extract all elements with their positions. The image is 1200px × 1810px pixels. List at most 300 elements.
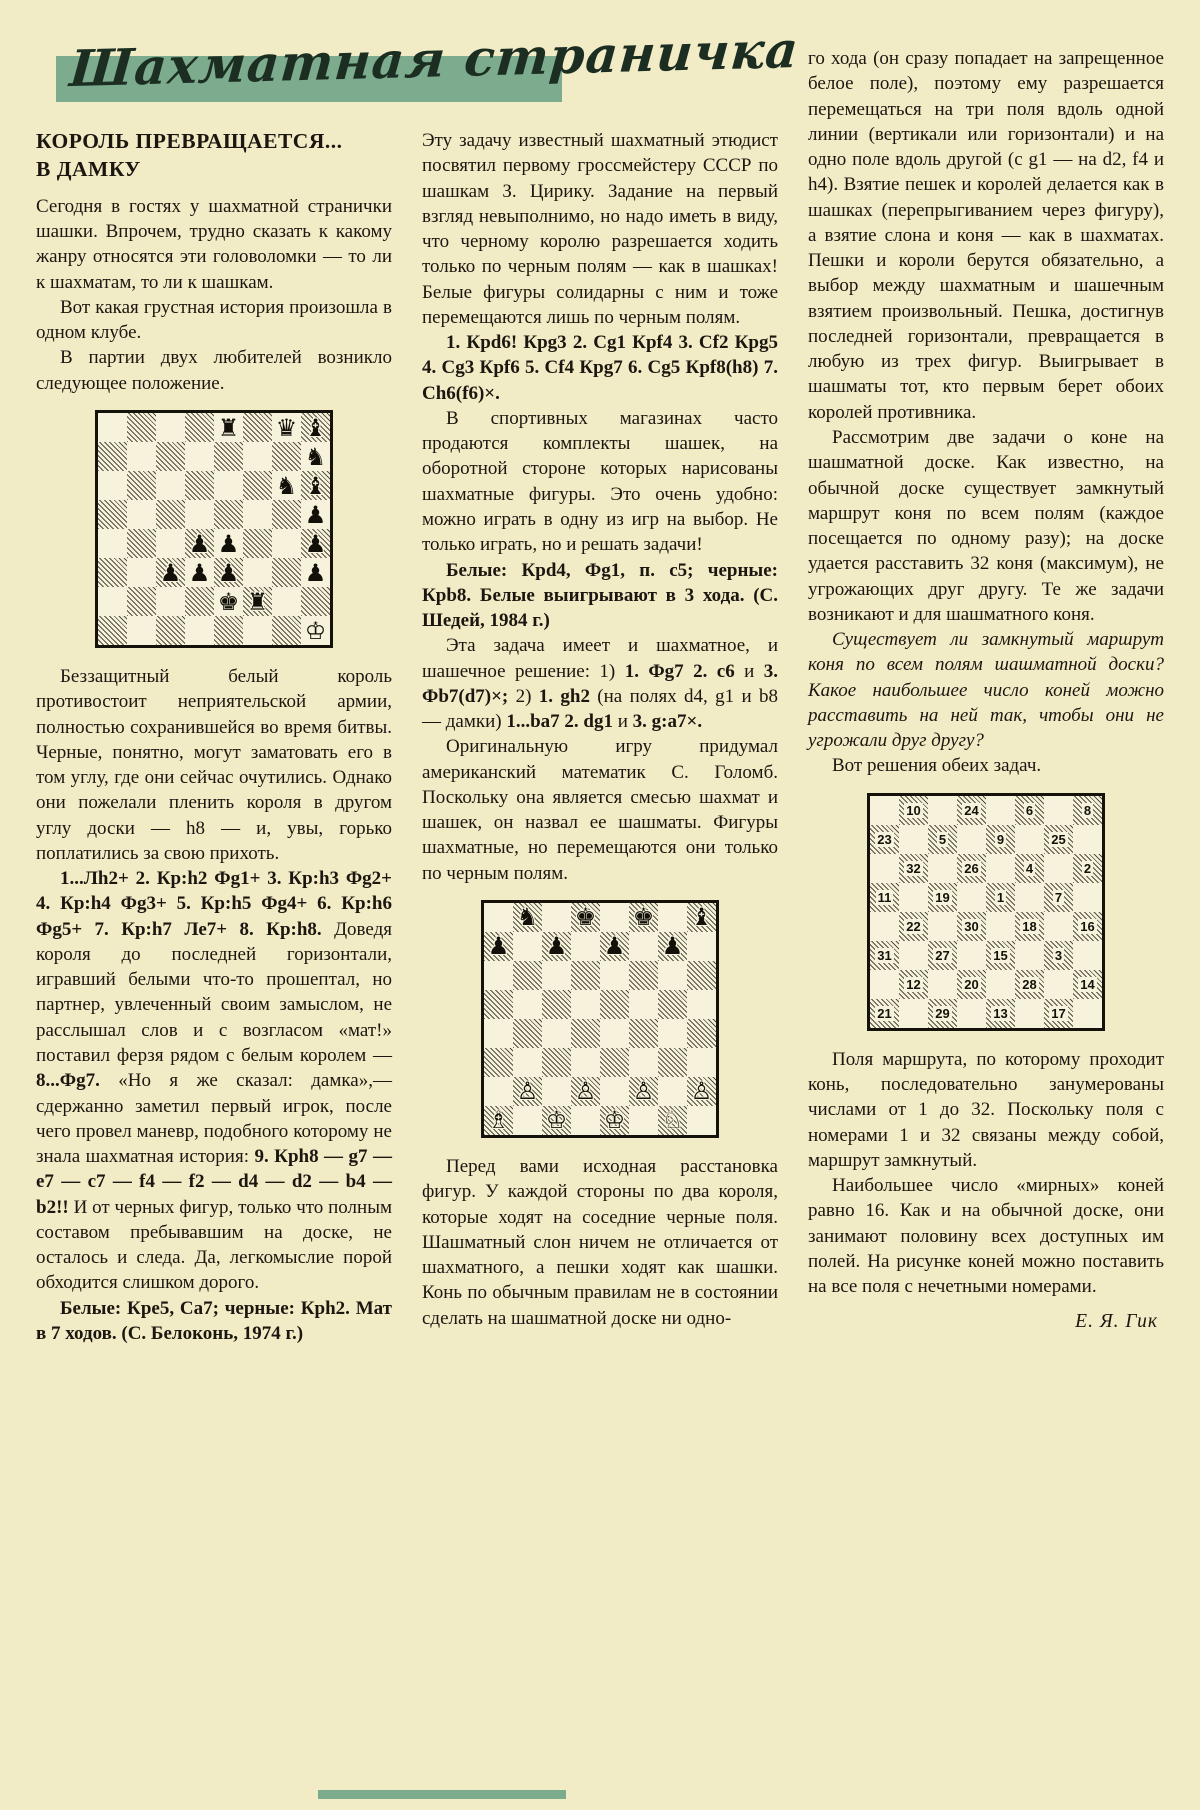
black-bishop-piece: ♝ — [304, 413, 327, 442]
text-run: 8...Фg7. — [36, 1070, 100, 1092]
board-cell — [957, 796, 986, 825]
board-cell — [272, 587, 301, 616]
white-pawn-piece: ♙ — [574, 1077, 597, 1106]
board-cell — [1073, 970, 1102, 999]
board-cell — [156, 500, 185, 529]
black-knight-piece: ♞ — [516, 903, 539, 932]
board-cell — [542, 961, 571, 990]
white-pawn-piece: ♙ — [516, 1077, 539, 1106]
board-cell — [600, 990, 629, 1019]
board-cell — [928, 970, 957, 999]
board-cell — [156, 413, 185, 442]
text-run: «Но я же сказал: дамка»,— сдержанно заметил первый игрок, после чего провел маневр, подобного которому не знала шахматная история: — [36, 1070, 392, 1168]
board-cell — [870, 912, 899, 941]
text-run: Эту задачу известный шахматный этюдист посвятил первому гроссмейстеру СССР по шашкам З. Цирику. Задание на первый взгляд невыполнимо, но надо иметь в виду, что черному королю разрешается ходить только по черным полям — как в шашках! Белые фигуры солидарны с ним и тоже перемещаются лишь по черным полям. — [422, 130, 778, 328]
text-run: Доведя короля до последней горизонтали, игравший белыми что-то прошептал, но партнер, увлеченный своим замыслом, не расслышал слов и с возгласом «мат!» поставил ферзя рядом с белым королем — — [36, 918, 392, 1066]
board-cell — [629, 1106, 658, 1135]
black-rook-piece: ♜ — [246, 587, 269, 616]
board-cell — [127, 529, 156, 558]
column-3 — [808, 46, 1164, 1346]
board-cell — [899, 825, 928, 854]
text-run: 1. gh2 — [538, 685, 590, 707]
text-run: Оригинальную игру придумал американский математик С. Голомб. Поскольку она является смесью шахмат и шашек, он назвал ее шашматы. Фигуры шахматные, но перемещаются они только по черным полям. — [422, 736, 778, 884]
board-cell — [484, 990, 513, 1019]
board-cell — [658, 961, 687, 990]
board-cell — [272, 529, 301, 558]
board-cell — [127, 471, 156, 500]
board-cell — [1015, 796, 1044, 825]
text-run: И от черных фигур, только что полным составом пребывавшим на доске, не осталось и следа. Да, легкомыслие порой обходится слишком дорого. — [36, 1196, 392, 1294]
title-line: КОРОЛЬ ПРЕВРАЩАЕТСЯ... — [36, 129, 343, 153]
board-cell — [629, 1019, 658, 1048]
white-bishop-piece: ♗ — [487, 1106, 510, 1135]
black-pawn-piece: ♟ — [304, 500, 327, 529]
tour-number: 30 — [964, 918, 979, 934]
board-cell — [928, 825, 957, 854]
text-run: 2) — [508, 685, 539, 707]
board-cell — [98, 471, 127, 500]
board-cell — [272, 471, 301, 500]
tour-number: 1 — [996, 889, 1005, 905]
board-cell — [484, 1019, 513, 1048]
board-cell — [185, 471, 214, 500]
board-cell — [629, 1077, 658, 1106]
text-run: Вот решения обеих задач. — [832, 755, 1042, 777]
board-cell — [301, 442, 330, 471]
board-cell — [1073, 999, 1102, 1028]
diagram-shashmaty-start — [481, 900, 719, 1138]
tour-number: 29 — [935, 1005, 950, 1021]
board-cell — [1015, 999, 1044, 1028]
paragraph — [808, 1173, 1164, 1299]
black-king-piece: ♚ — [217, 587, 240, 616]
text-run: 1...Лh2+ 2. Кр:h2 Фg1+ 3. Кр:h3 Фg2+ 4. Кр:h4 Фg3+ 5. Кр:h5 Фg4+ 6. Кр:h6 Фg5+ 7. Кр:h7 Ле7+ 8. Кр:h8. — [36, 868, 392, 940]
white-pawn-piece: ♙ — [690, 1077, 713, 1106]
board-cell — [1044, 825, 1073, 854]
board-cell — [600, 1077, 629, 1106]
board-cell — [542, 990, 571, 1019]
board-cell — [1044, 941, 1073, 970]
tour-number: 11 — [877, 889, 892, 905]
tour-number: 15 — [993, 947, 1008, 963]
board-cell — [214, 587, 243, 616]
board-cell — [1015, 825, 1044, 854]
board-cell — [600, 1048, 629, 1077]
board-cell — [600, 1106, 629, 1135]
board-cell — [1073, 825, 1102, 854]
tour-number: 10 — [906, 802, 921, 818]
board-cell — [1044, 999, 1073, 1028]
board-cell — [957, 912, 986, 941]
board-cell — [513, 1077, 542, 1106]
paragraph — [36, 866, 392, 1296]
text-run: 1...ba7 2. dg1 — [506, 711, 613, 733]
board-cell — [542, 1106, 571, 1135]
board-cell — [658, 1048, 687, 1077]
white-knight-piece: ♘ — [661, 1106, 684, 1135]
text-run: (на полях d4, g1 и b8 — дамки) — [422, 685, 778, 733]
board-cell — [214, 471, 243, 500]
text-run: Существует ли замкнутый маршрут коня по всем полям шашматной доски? Какое наибольшее число коней можно расставить на ней так, чтобы они не угрожали друг другу? — [808, 629, 1164, 752]
board-cell — [957, 970, 986, 999]
board-cell — [185, 500, 214, 529]
board-cell — [301, 616, 330, 645]
board-cell — [600, 961, 629, 990]
column-2 — [422, 46, 778, 1346]
board-cell — [98, 529, 127, 558]
board-cell — [272, 413, 301, 442]
board-cell — [301, 558, 330, 587]
board-cell — [156, 529, 185, 558]
board-cell — [127, 616, 156, 645]
board-cell — [629, 903, 658, 932]
text-run: 3. g:a7×. — [632, 711, 703, 733]
board-cell — [484, 1077, 513, 1106]
board-cell — [629, 961, 658, 990]
paragraph — [808, 627, 1164, 753]
board-cell — [513, 961, 542, 990]
chess-board — [95, 410, 333, 648]
text-run: 1. Крd6! Крg3 2. Сg1 Крf4 3. Сf2 Крg5 4. Сg3 Крf6 5. Сf4 Крg7 6. Сg5 Крf8(h8) 7. Сh6(f6)×. — [422, 332, 778, 404]
board-cell — [214, 529, 243, 558]
board-cell — [98, 587, 127, 616]
text-run: и — [734, 660, 764, 682]
board-cell — [127, 500, 156, 529]
board-cell — [687, 932, 716, 961]
board-cell — [243, 587, 272, 616]
board-cell — [484, 1106, 513, 1135]
board-cell — [687, 990, 716, 1019]
board-cell — [98, 413, 127, 442]
board-cell — [243, 442, 272, 471]
paragraph — [808, 753, 1164, 778]
page-header-script: Шахматная страничка — [67, 19, 802, 99]
article-title — [36, 128, 392, 184]
board-cell — [243, 471, 272, 500]
board-cell — [185, 616, 214, 645]
paragraph — [422, 406, 778, 558]
board-cell — [301, 587, 330, 616]
board-cell — [629, 932, 658, 961]
paragraph — [422, 128, 778, 330]
board-cell — [1015, 941, 1044, 970]
board-cell — [243, 558, 272, 587]
paragraph — [422, 330, 778, 406]
paragraph — [36, 194, 392, 295]
board-cell — [870, 970, 899, 999]
board-cell — [127, 442, 156, 471]
board-cell — [571, 1048, 600, 1077]
black-pawn-piece: ♟ — [304, 558, 327, 587]
board-cell — [513, 990, 542, 1019]
board-cell — [484, 1048, 513, 1077]
board-cell — [571, 1106, 600, 1135]
board-cell — [272, 442, 301, 471]
board-cell — [658, 1019, 687, 1048]
board-cell — [214, 558, 243, 587]
paragraph — [36, 664, 392, 866]
black-pawn-piece: ♟ — [188, 529, 211, 558]
tour-number: 8 — [1083, 802, 1092, 818]
board-cell — [185, 442, 214, 471]
black-pawn-piece: ♟ — [487, 932, 510, 961]
paragraph — [808, 46, 1164, 425]
text-run: В партии двух любителей возникло следующее положение. — [36, 347, 392, 394]
paragraph — [36, 1296, 392, 1347]
board-cell — [928, 854, 957, 883]
column-1 — [36, 46, 392, 1346]
board-cell — [629, 1048, 658, 1077]
board-cell — [870, 825, 899, 854]
board-cell — [1044, 854, 1073, 883]
board-cell — [301, 471, 330, 500]
tour-number: 25 — [1051, 831, 1066, 847]
board-cell — [870, 941, 899, 970]
black-bishop-piece: ♝ — [690, 903, 713, 932]
board-cell — [1044, 912, 1073, 941]
tour-number: 19 — [935, 889, 950, 905]
board-cell — [571, 1019, 600, 1048]
text-run: Поля маршрута, по которому проходит конь, последовательно занумерованы числами от 1 до 32. Поскольку поля с номерами 1 и 32 связаны между собой, маршрут замкнутый. — [808, 1048, 1164, 1171]
board-cell — [986, 825, 1015, 854]
white-king-piece: ♔ — [304, 616, 327, 645]
board-cell — [571, 961, 600, 990]
board-cell — [542, 1048, 571, 1077]
board-cell — [986, 883, 1015, 912]
black-rook-piece: ♜ — [217, 413, 240, 442]
tour-number: 31 — [877, 947, 892, 963]
tour-number: 23 — [877, 831, 892, 847]
board-cell — [127, 558, 156, 587]
board-cell — [658, 903, 687, 932]
tour-number: 28 — [1022, 976, 1037, 992]
board-cell — [571, 903, 600, 932]
board-cell — [156, 471, 185, 500]
board-cell — [542, 1019, 571, 1048]
board-cell — [687, 961, 716, 990]
board-cell — [301, 500, 330, 529]
board-cell — [687, 903, 716, 932]
diagram-knight-tour — [867, 793, 1105, 1031]
board-cell — [1044, 883, 1073, 912]
black-pawn-piece: ♟ — [217, 529, 240, 558]
board-cell — [243, 529, 272, 558]
board-cell — [687, 1077, 716, 1106]
black-pawn-piece: ♟ — [217, 558, 240, 587]
board-cell — [928, 883, 957, 912]
tour-number: 4 — [1025, 860, 1034, 876]
paragraph — [422, 734, 778, 886]
board-cell — [957, 854, 986, 883]
board-cell — [928, 941, 957, 970]
board-cell — [928, 999, 957, 1028]
board-cell — [127, 587, 156, 616]
board-cell — [513, 932, 542, 961]
black-pawn-piece: ♟ — [159, 558, 182, 587]
text-run: 3. Фb7(d7)×; — [422, 660, 778, 707]
board-cell — [243, 500, 272, 529]
board-cell — [98, 442, 127, 471]
paragraph — [808, 425, 1164, 627]
board-cell — [899, 941, 928, 970]
tour-number: 2 — [1083, 860, 1092, 876]
text-run: Беззащитный белый король противостоит неприятельской армии, полностью сохранившейся во время битвы. Черные, понятно, могут заматовать его в том углу, где они сейчас очутились. Однако они пожелали пленить короля в другом углу доски — h8 — и, увы, горько поплатились за свою прихоть. — [36, 666, 392, 864]
board-cell — [98, 616, 127, 645]
board-cell — [214, 413, 243, 442]
text-run: Наибольшее число «мирных» коней равно 16. Как и на обычной доске, они занимают половину всех доступных им полей. На рисунке коней можно поставить на все поля с нечетными номерами. — [808, 1175, 1164, 1298]
board-cell — [928, 912, 957, 941]
board-cell — [214, 442, 243, 471]
board-cell — [156, 442, 185, 471]
board-cell — [928, 796, 957, 825]
board-cell — [986, 912, 1015, 941]
tour-number: 18 — [1022, 918, 1037, 934]
black-pawn-piece: ♟ — [603, 932, 626, 961]
tour-number: 3 — [1054, 947, 1063, 963]
black-bishop-piece: ♝ — [304, 471, 327, 500]
board-cell — [185, 558, 214, 587]
text-run: и — [613, 711, 633, 733]
board-cell — [1044, 796, 1073, 825]
tour-number: 32 — [906, 860, 921, 876]
text-run: Рассмотрим две задачи о коне на шашматной доске. Как известно, на обычной доске существует замкнутый маршрут коня по всем полям (каждое посещается по одному разу); на доске удается расставить 32 коня (максимум), не угрожающих друг другу. Те же задачи возникают и для шашматного коня. — [808, 426, 1164, 625]
text-run: Сегодня в гостях у шахматной странички шашки. Впрочем, трудно сказать к какому жанру относятся эти головоломки — то ли к шахматам, то ли к шашкам. — [36, 195, 392, 293]
board-cell — [513, 1106, 542, 1135]
board-cell — [957, 825, 986, 854]
board-cell — [484, 903, 513, 932]
board-cell — [986, 999, 1015, 1028]
paragraph — [422, 1154, 778, 1331]
board-cell — [600, 903, 629, 932]
board-cell — [571, 932, 600, 961]
board-cell — [899, 970, 928, 999]
board-cell — [870, 999, 899, 1028]
board-cell — [272, 500, 301, 529]
board-cell — [185, 529, 214, 558]
board-cell — [1073, 941, 1102, 970]
board-cell — [243, 413, 272, 442]
paragraph — [808, 1047, 1164, 1173]
board-cell — [629, 990, 658, 1019]
board-cell — [301, 413, 330, 442]
paragraph — [36, 295, 392, 346]
white-pawn-piece: ♙ — [632, 1077, 655, 1106]
tour-number: 7 — [1054, 889, 1063, 905]
tour-number: 12 — [906, 976, 921, 992]
board-cell — [185, 413, 214, 442]
board-cell — [1073, 854, 1102, 883]
board-cell — [658, 990, 687, 1019]
tour-number: 9 — [996, 831, 1005, 847]
black-king-piece: ♚ — [632, 903, 655, 932]
text-run: Белые: Кре5, Са7; черные: Крh2. Мат в 7 ходов. (С. Белоконь, 1974 г.) — [36, 1297, 392, 1344]
black-pawn-piece: ♟ — [661, 932, 684, 961]
white-king-piece: ♔ — [545, 1106, 568, 1135]
board-cell — [1015, 883, 1044, 912]
board-cell — [957, 883, 986, 912]
board-cell — [687, 1106, 716, 1135]
board-cell — [687, 1048, 716, 1077]
board-cell — [957, 941, 986, 970]
board-cell — [870, 883, 899, 912]
board-cell — [986, 796, 1015, 825]
footer-rule — [318, 1790, 566, 1799]
board-cell — [986, 941, 1015, 970]
board-cell — [214, 616, 243, 645]
tour-number: 27 — [935, 947, 950, 963]
board-cell — [156, 616, 185, 645]
tour-number: 26 — [964, 860, 979, 876]
board-cell — [899, 999, 928, 1028]
diagram-game-position — [95, 410, 333, 648]
tour-number: 16 — [1080, 918, 1095, 934]
tour-number: 22 — [906, 918, 921, 934]
board-cell — [542, 932, 571, 961]
text-run: Эта задача имеет и шахматное, и шашечное решение: 1) — [422, 635, 778, 682]
board-cell — [272, 558, 301, 587]
board-cell — [98, 500, 127, 529]
white-king-piece: ♔ — [603, 1106, 626, 1135]
tour-number: 21 — [877, 1005, 892, 1021]
text-run: Вот какая грустная история произошла в одном клубе. — [36, 296, 392, 344]
text-run: го хода (он сразу попадает на запрещенное белое поле), поэтому ему разрешается перемещаться на три поля вдоль одной линии (вертикали или горизонтали) и на одно поле вдоль другой (с g1 — на d2, f4 и h4). Взятие пешек и королей делается как в шашках (перепрыгиванием через фигуру), а взятие слона и коня — как в шахматах. Пешки и короли берутся обязательно, а выбор между шахматным и шашечным взятием произвольный. Пешка, достигнув последней горизонтали, превращается в любую из трех фигур. Выигрывает в шашматы тот, кто первым берет обоих королей противника. — [808, 48, 1164, 423]
board-cell — [658, 932, 687, 961]
board-cell — [899, 854, 928, 883]
board-cell — [156, 587, 185, 616]
black-pawn-piece: ♟ — [545, 932, 568, 961]
text-run: 1. Фg7 2. c6 — [624, 660, 735, 682]
board-cell — [185, 587, 214, 616]
title-line: В ДАМКУ — [36, 156, 141, 181]
board-cell — [600, 932, 629, 961]
tour-number: 5 — [938, 831, 947, 847]
board-cell — [571, 1077, 600, 1106]
board-cell — [127, 413, 156, 442]
paragraph — [36, 345, 392, 396]
board-cell — [870, 854, 899, 883]
board-cell — [513, 903, 542, 932]
text-run: Белые: Крd4, Фg1, п. c5; черные: Крb8. Белые выигрывают в 3 хода. (С. Шедей, 1984 г.) — [422, 559, 778, 632]
tour-number: 14 — [1080, 976, 1095, 992]
board-cell — [98, 558, 127, 587]
black-pawn-piece: ♟ — [304, 529, 327, 558]
tour-number: 20 — [964, 976, 979, 992]
board-cell — [1073, 796, 1102, 825]
board-cell — [301, 529, 330, 558]
text-run: 9. Крh8 — g7 — e7 — c7 — f4 — f2 — d4 — d2 — b4 — b2!! — [36, 1146, 392, 1218]
board-cell — [1015, 970, 1044, 999]
board-cell — [214, 500, 243, 529]
board-cell — [513, 1048, 542, 1077]
board-cell — [600, 1019, 629, 1048]
board-cell — [1044, 970, 1073, 999]
text-run: Перед вами исходная расстановка фигур. У каждой стороны по два короля, которые ходят на соседние черные поля. Шашматный слон ничем не отличается от шахматного, а пешки ходят как шашки. Конь по обычным правилам не в состоянии сделать на шашматной доске ни одно- — [422, 1155, 778, 1329]
board-cell — [484, 961, 513, 990]
board-cell — [986, 970, 1015, 999]
paragraph — [422, 558, 778, 634]
board-cell — [1073, 912, 1102, 941]
author-signature: Е. Я. Гик — [1075, 1311, 1158, 1333]
chess-board — [481, 900, 719, 1138]
board-cell — [542, 903, 571, 932]
black-knight-piece: ♞ — [304, 442, 327, 471]
board-cell — [156, 558, 185, 587]
paragraph — [422, 633, 778, 734]
text-run: В спортивных магазинах часто продаются комплекты шашек, на оборотной стороне которых нарисованы шахматные фигуры. Это очень удобно: можно играть в одну из игр на выбор. Не только играть, но и решать задачи! — [422, 407, 778, 556]
board-cell — [870, 796, 899, 825]
black-king-piece: ♚ — [574, 903, 597, 932]
board-cell — [986, 854, 1015, 883]
